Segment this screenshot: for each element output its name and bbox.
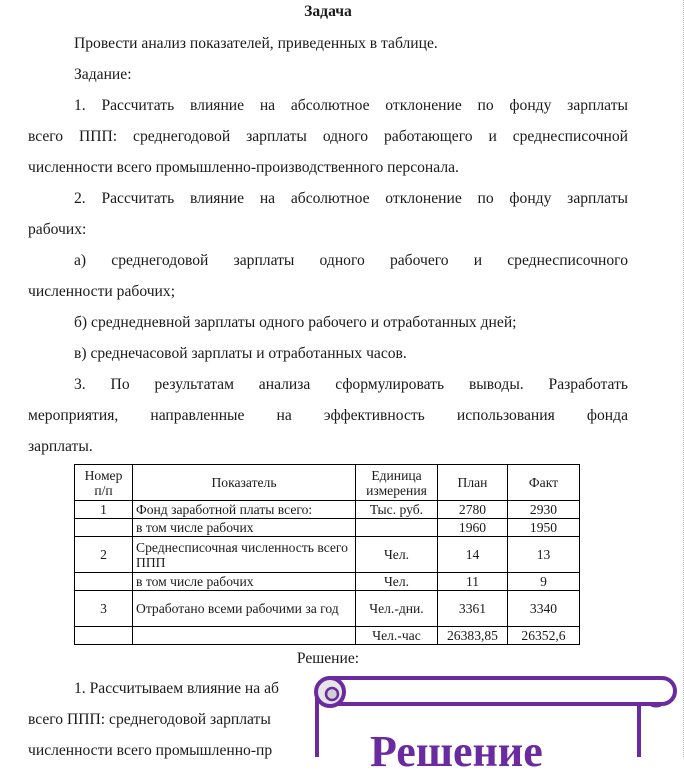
cell-indicator: в том числе рабочих [133, 573, 356, 591]
header-plan: План [438, 465, 508, 501]
task-3-line-2: мероприятия, направленные на эффективность использования фонда [28, 407, 628, 424]
cell-fact: 2930 [508, 501, 580, 519]
cell-num [75, 573, 133, 591]
cell-indicator [133, 627, 356, 645]
cell-indicator: в том числе рабочих [133, 519, 356, 537]
task-1-line-1: 1. Рассчитать влияние на абсолютное отклонение по фонду зарплаты [74, 97, 628, 114]
cell-num: 3 [75, 591, 133, 627]
cell-unit: Чел.-час [356, 627, 438, 645]
header-indicator: Показатель [133, 465, 356, 501]
solution-line-1: 1. Рассчитываем влияние на аб [74, 680, 279, 697]
task-2a-line-2: численности рабочих; [28, 283, 176, 300]
cell-indicator: Фонд заработной платы всего: [133, 501, 356, 519]
cell-plan: 14 [438, 537, 508, 573]
table-header-row [75, 465, 580, 501]
task-1-line-3: численности всего промышленно-производственного персонала. [28, 159, 459, 176]
task-3-line-3: зарплаты. [28, 438, 93, 455]
cell-unit: Чел.-дни. [356, 591, 438, 627]
cell-num: 2 [75, 537, 133, 573]
header-fact: Факт [508, 465, 580, 501]
cell-num: 1 [75, 501, 133, 519]
table-row [75, 573, 580, 591]
task-3-line-1: 3. По результатам анализа сформулировать выводы. Разработать [74, 376, 628, 393]
table-row [75, 501, 580, 519]
task-2-line-2: рабочих: [28, 221, 87, 238]
table-row [75, 537, 580, 573]
table-row [75, 627, 580, 645]
cell-plan: 26383,85 [438, 627, 508, 645]
cell-num [75, 519, 133, 537]
header-num: Номер п/п [75, 465, 133, 501]
cell-indicator: Отработано всеми рабочими за год [133, 591, 356, 627]
cell-unit: Чел. [356, 537, 438, 573]
cell-fact: 26352,6 [508, 627, 580, 645]
solution-line-2: всего ППП: среднегодовой зарплаты [28, 711, 271, 728]
intro-text: Провести анализ показателей, приведенных в таблице. [74, 35, 438, 52]
task-2a-line-1: а) среднегодовой зарплаты одного рабочего и среднесписочного [74, 252, 628, 269]
page-title: Задача [304, 3, 352, 20]
cell-plan: 3361 [438, 591, 508, 627]
cell-unit: Чел. [356, 573, 438, 591]
table-row [75, 519, 580, 537]
header-unit: Единица измерения [356, 465, 438, 501]
solution-scroll-banner [310, 676, 684, 776]
task-1-line-2: всего ППП: среднегодовой зарплаты одного работающего и среднесписочной [28, 128, 628, 145]
task-2b-text: б) среднедневной зарплаты одного рабочего и отработанных дней; [74, 314, 517, 331]
task-label: Задание: [74, 66, 132, 83]
table-row [75, 591, 580, 627]
solution-heading: Решение: [296, 650, 360, 667]
cell-fact: 13 [508, 537, 580, 573]
cell-plan: 2780 [438, 501, 508, 519]
cell-unit: Тыс. руб. [356, 501, 438, 519]
cell-indicator: Среднесписочная численность всего ППП [133, 537, 356, 573]
indicators-table [74, 464, 580, 645]
cell-plan: 1960 [438, 519, 508, 537]
solution-line-3: численности всего промышленно-пр [28, 742, 273, 759]
banner-text: Решение [370, 727, 543, 776]
cell-fact: 1950 [508, 519, 580, 537]
cell-num [75, 627, 133, 645]
task-2v-text: в) среднечасовой зарплаты и отработанных часов. [74, 345, 407, 362]
cell-unit [356, 519, 438, 537]
cell-fact: 9 [508, 573, 580, 591]
cell-fact: 3340 [508, 591, 580, 627]
task-2-line-1: 2. Рассчитать влияние на абсолютное отклонение по фонду зарплаты [74, 190, 628, 207]
cell-plan: 11 [438, 573, 508, 591]
